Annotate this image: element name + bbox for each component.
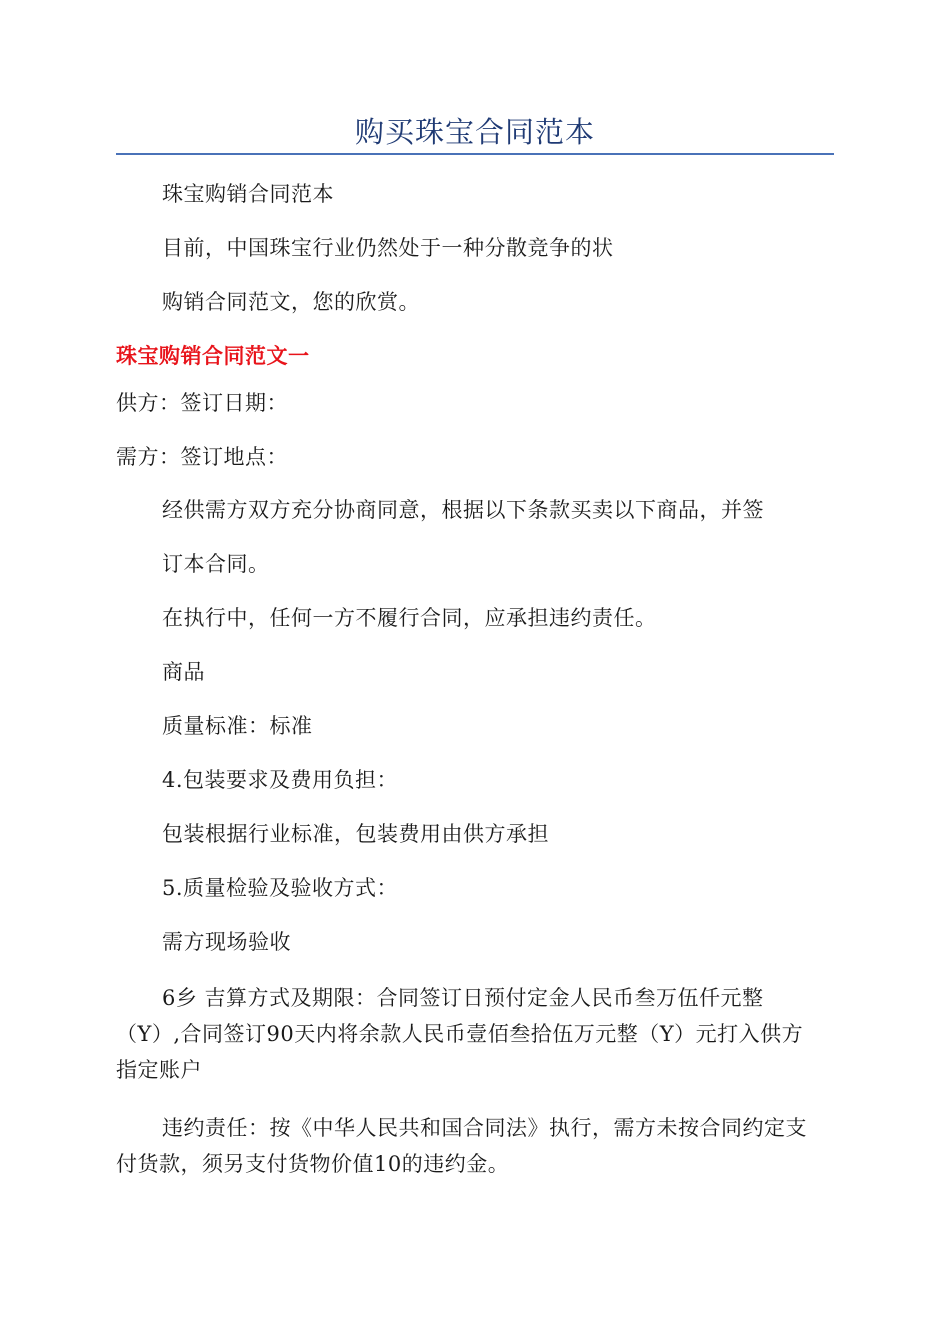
settlement-line-1: 6乡 吉算方式及期限：合同签订日预付定金人民币叁万伍仟元整 [162, 986, 764, 1010]
liability-paragraph [116, 1110, 834, 1182]
agreement-line-2: 订本合同。 [162, 552, 270, 576]
liability-line-1: 违约责任：按《中华人民共和国合同法》执行，需方未按合同约定支 [162, 1116, 807, 1140]
intro-line-2: 目前，中国珠宝行业仍然处于一种分散竞争的状 [162, 236, 614, 260]
agreement-line-1: 经供需方双方充分协商同意，根据以下条款买卖以下商品，并签 [162, 498, 764, 522]
settlement-line-3: 指定账户 [116, 1058, 202, 1082]
document-title: 购买珠宝合同范本 [354, 115, 595, 149]
settlement-line-2: （Y）,合同签订90天内将余款人民币壹佰叁拾伍万元整（Y）元打入供方 [116, 1022, 804, 1046]
section-heading: 珠宝购销合同范文一 [116, 344, 310, 368]
packaging-heading: 4.包装要求及费用负担： [162, 768, 399, 792]
settlement-paragraph [116, 980, 834, 1088]
inspection-heading: 5.质量检验及验收方式： [162, 876, 399, 900]
execution-clause: 在执行中，任何一方不履行合同，应承担违约责任。 [162, 606, 657, 630]
quality-standard-line: 质量标准：标准 [162, 714, 313, 738]
intro-line-1: 珠宝购销合同范本 [162, 182, 334, 206]
inspection-detail: 需方现场验收 [162, 930, 291, 954]
liability-line-2: 付货款，须另支付货物价值10的违约金。 [116, 1152, 510, 1176]
intro-line-3: 购销合同范文，您的欣赏。 [162, 290, 420, 314]
goods-line: 商品 [162, 660, 205, 684]
buyer-line: 需方：签订地点： [116, 445, 288, 469]
title-underline [116, 153, 834, 155]
supplier-line: 供方：签订日期： [116, 391, 288, 415]
packaging-detail: 包装根据行业标准，包装费用由供方承担 [162, 822, 549, 846]
